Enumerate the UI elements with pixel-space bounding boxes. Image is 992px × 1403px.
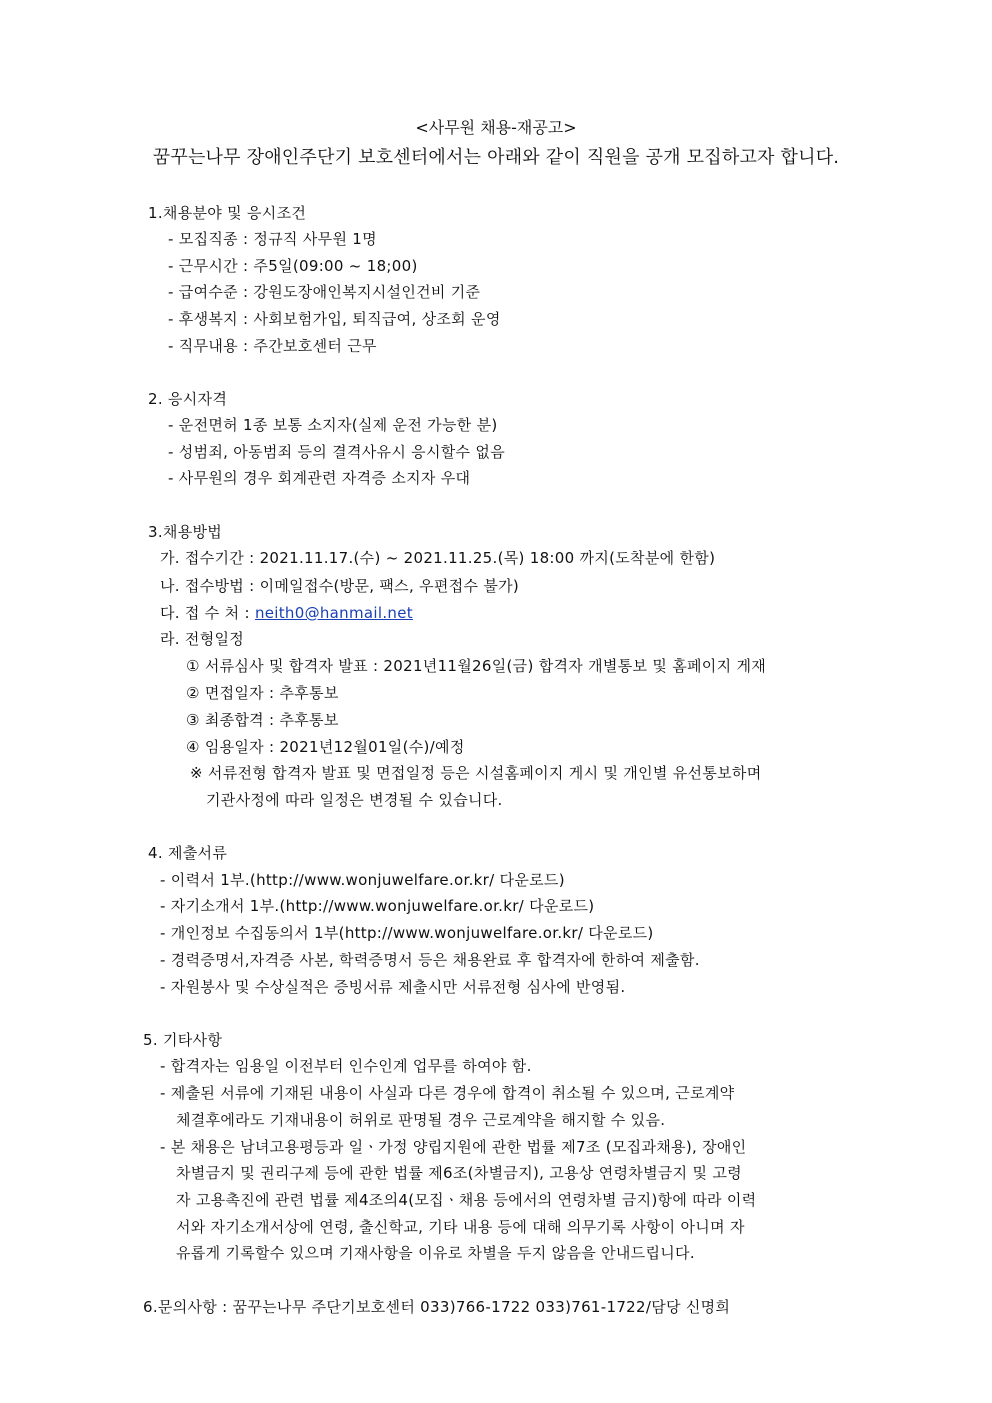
section2-item: - 운전면허 1종 보통 소지자(실제 운전 가능한 분) — [168, 416, 498, 434]
notice-line: - 본 채용은 남녀고용평등과 일ㆍ가정 양립지원에 관한 법률 제7조 (모집과채용), 장애인 — [160, 1138, 747, 1156]
section1-item: - 근무시간 : 주5일(09:00 ~ 18;00) — [168, 257, 418, 275]
section2-item: - 사무원의 경우 회계관련 자격증 소지자 우대 — [168, 469, 471, 487]
section3-heading: 3.채용방법 — [148, 523, 223, 541]
section4-heading: 4. 제출서류 — [148, 844, 228, 862]
section1-item: - 모집직종 : 정규직 사무원 1명 — [168, 230, 377, 248]
document-item: - 개인정보 수집동의서 1부(http://www.wonjuwelfare.or.kr/ 다운로드) — [160, 924, 654, 942]
email-link[interactable]: neith0@hanmail.net — [254, 604, 413, 622]
document-item: - 자기소개서 1부.(http://www.wonjuwelfare.or.kr/ 다운로드) — [160, 897, 595, 915]
notice-line: 차별금지 및 권리구제 등에 관한 법률 제6조(차별금지), 고용상 연령차별금지 및 고령 — [176, 1164, 742, 1182]
application-address — [160, 603, 413, 623]
section5-heading: 5. 기타사항 — [143, 1031, 223, 1049]
notice-line: 체결후에라도 기재내용이 허위로 판명될 경우 근로계약을 해지할 수 있음. — [176, 1111, 666, 1129]
section1-item: - 직무내용 : 주간보호센터 근무 — [168, 337, 377, 355]
document-subtitle: 꿈꾸는나무 장애인주단기 보호센터에서는 아래와 같이 직원을 공개 모집하고자 합니다. — [152, 147, 840, 168]
document-title: <사무원 채용-재공고> — [415, 118, 577, 137]
application-method: 나. 접수방법 : 이메일접수(방문, 팩스, 우편접수 불가) — [160, 577, 520, 595]
section1-item: - 후생복지 : 사회보험가입, 퇴직급여, 상조회 운영 — [168, 310, 501, 328]
section1-item: - 급여수준 : 강원도장애인복지시설인건비 기준 — [168, 283, 481, 301]
document-item: - 자원봉사 및 수상실적은 증빙서류 제출시만 서류전형 심사에 반영됨. — [160, 978, 626, 996]
application-period: 가. 접수기간 : 2021.11.17.(수) ~ 2021.11.25.(목) 18:00 까지(도착분에 한함) — [160, 549, 716, 567]
schedule-heading: 라. 전형일정 — [160, 630, 245, 648]
address-label: 다. 접 수 처 : — [160, 604, 255, 622]
notice-line: 유롭게 기록할수 있으며 기재사항을 이유로 차별을 두지 않음을 안내드립니다. — [176, 1244, 695, 1262]
schedule-item: ④ 임용일자 : 2021년12월01일(수)/예정 — [186, 738, 465, 756]
section2-heading: 2. 응시자격 — [148, 390, 228, 408]
notice-line: - 제출된 서류에 기재된 내용이 사실과 다른 경우에 합격이 취소될 수 있으며, 근로계약 — [160, 1084, 735, 1102]
notice-line: 자 고용촉진에 관련 법률 제4조의4(모집ㆍ채용 등에서의 연령차별 금지)항에 따라 이력 — [176, 1191, 757, 1209]
section1-heading: 1.채용분야 및 응시조건 — [148, 204, 307, 222]
schedule-item: ③ 최종합격 : 추후통보 — [186, 711, 339, 729]
document-item: - 경력증명서,자격증 사본, 학력증명서 등은 채용완료 후 합격자에 한하여 제출함. — [160, 951, 700, 969]
schedule-note: 기관사정에 따라 일정은 변경될 수 있습니다. — [206, 791, 503, 809]
schedule-item: ① 서류심사 및 합격자 발표 : 2021년11월26일(금) 합격자 개별통보 및 홈페이지 게재 — [186, 657, 767, 675]
section2-item: - 성범죄, 아동범죄 등의 결격사유시 응시할수 없음 — [168, 443, 505, 461]
schedule-item: ② 면접일자 : 추후통보 — [186, 684, 339, 702]
schedule-note: ※ 서류전형 합격자 발표 및 면접일정 등은 시설홈페이지 게시 및 개인별 유선통보하며 — [190, 764, 762, 782]
notice-line: 서와 자기소개서상에 연령, 출신학교, 기타 내용 등에 대해 의무기록 사항이 아니며 자 — [176, 1218, 745, 1236]
notice-line: - 합격자는 임용일 이전부터 인수인계 업무를 하여야 함. — [160, 1057, 532, 1075]
contact-info: 6.문의사항 : 꿈꾸는나무 주단기보호센터 033)766-1722 033)761-1722/담당 신명희 — [143, 1298, 731, 1316]
document-item: - 이력서 1부.(http://www.wonjuwelfare.or.kr/ 다운로드) — [160, 871, 565, 889]
